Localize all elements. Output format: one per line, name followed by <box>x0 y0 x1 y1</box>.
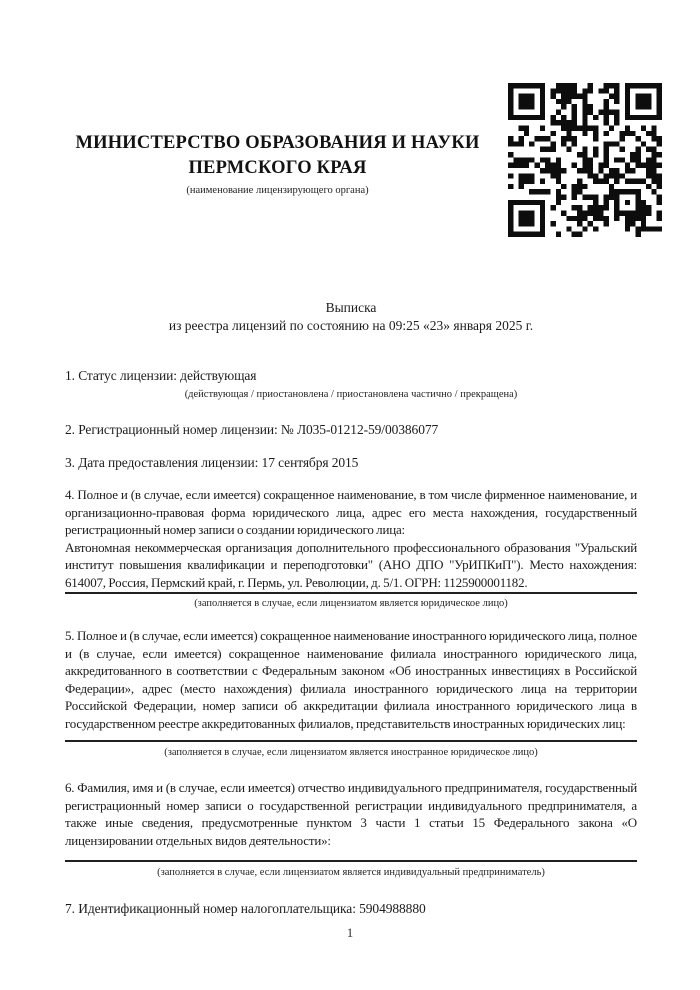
document-title <box>65 299 637 335</box>
ministry-caption: (наименование лицензирующего органа) <box>186 185 369 196</box>
foreign-entity-rule <box>65 740 637 742</box>
field-foreign-entity-caption: (заполняется в случае, если лицензиатом является иностранное юридическое лицо) <box>164 747 538 758</box>
document-title-line2: из реестра лицензий по состоянию на 09:25 «23» января 2025 г. <box>168 318 534 333</box>
entrepreneur-rule <box>65 860 637 862</box>
legal-entity-rule <box>65 592 637 594</box>
ministry-name <box>65 131 490 181</box>
ministry-name-line1: МИНИСТЕРСТВО ОБРАЗОВАНИЯ И НАУКИ <box>75 133 480 153</box>
field-inn: 7. Идентификационный номер налогоплательщика: 5904988880 <box>65 901 426 916</box>
document-title-line1: Выписка <box>325 300 377 315</box>
field-grant-date: 3. Дата предоставления лицензии: 17 сентября 2015 <box>65 455 359 470</box>
field-foreign-entity-text: 5. Полное и (в случае, если имеется) сокращенное наименование иностранного юридического лица, полное и (в случае, если имеется) сокращенное наименование филиала иностранного юридического лица, аккредитованного в соответствии с Федеральным законом «Об иностранных инвестициях в Российской Федерации», адрес (место нахождения) филиала иностранного юридического лица на территории Российской Федерации, номер записи об аккредитации филиала иностранного юридического лица в государственном реестре аккредитованных филиалов, представительств иностранных юридических лиц: <box>65 628 637 731</box>
field-reg-number: 2. Регистрационный номер лицензии: № Л035-01212-59/00386077 <box>65 422 439 437</box>
qr-code <box>508 83 662 237</box>
field-license-status: 1. Статус лицензии: действующая <box>65 368 257 383</box>
field-legal-entity-value: Автономная некоммерческая организация дополнительного профессионального образования "Уральский институт повышения квалификации и переподготовки" (АНО ДПО "УрИПКиП"). Место нахождения: 614007, Россия, Пермский край, г. Пермь, ул. Революции, д. 5/1. ОГРН: 1125900001182. <box>65 539 637 590</box>
field-license-status-caption: (действующая / приостановлена / приостановлена частично / прекращена) <box>184 389 518 400</box>
ministry-name-line2: ПЕРМСКОГО КРАЯ <box>188 158 367 178</box>
page-number: 1 <box>346 926 354 940</box>
field-legal-entity-caption: (заполняется в случае, если лицензиатом является юридическое лицо) <box>194 598 508 609</box>
qr-code-image <box>508 83 662 237</box>
field-entrepreneur-text: 6. Фамилия, имя и (в случае, если имеется) отчество индивидуального предпринимателя, государственный регистрационный номер записи о государственной регистрации индивидуального предпринимателя, а также иные сведения, предусмотренные пунктом 3 части 1 статьи 15 Федерального закона «О лицензировании отдельных видов деятельности»: <box>65 780 637 848</box>
field-legal-entity-text: 4. Полное и (в случае, если имеется) сокращенное наименование, в том числе фирменное наименование, и организационно-правовая форма юридического лица, адрес его места нахождения, государственный регистрационный номер записи о создании юридического лица: <box>65 487 637 537</box>
field-entrepreneur-caption: (заполняется в случае, если лицензиатом является индивидуальный предприниматель) <box>157 867 545 878</box>
ministry-header <box>65 131 490 197</box>
